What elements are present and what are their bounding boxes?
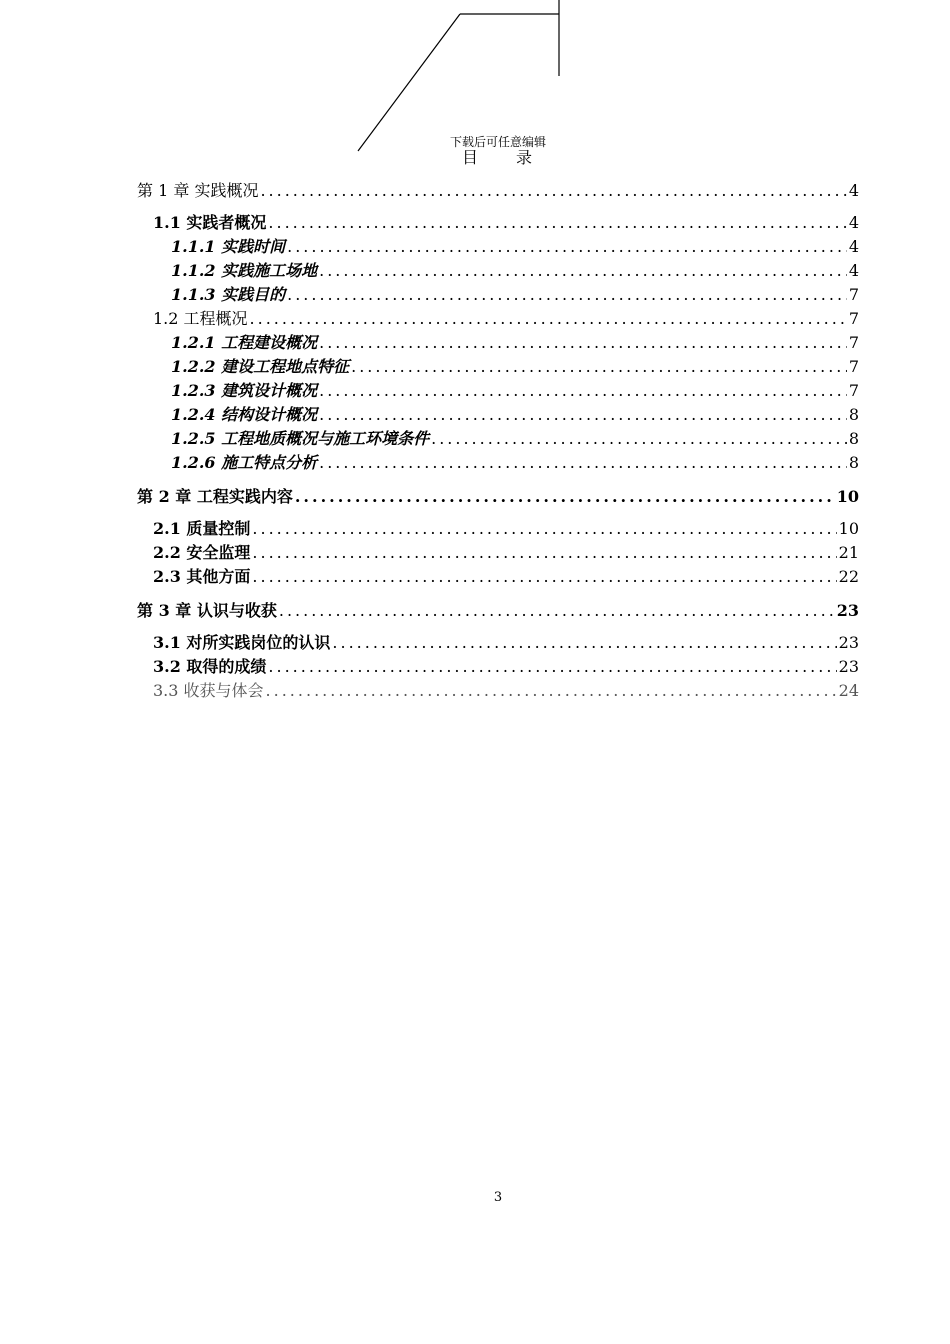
toc-entry-label: 第 1 章 实践概况 xyxy=(137,181,259,200)
toc-entry-page: 8 xyxy=(848,453,859,472)
toc-entry-page: 23 xyxy=(838,633,859,652)
toc-entry-label: 1.1.3 实践目的 xyxy=(171,285,286,304)
toc-entry-page: 23 xyxy=(836,601,859,620)
table-of-contents xyxy=(137,176,859,702)
toc-entry-page: 7 xyxy=(848,357,859,376)
toc-entry-page: 7 xyxy=(848,381,859,400)
toc-entry-page: 8 xyxy=(848,429,859,448)
toc-entry-label: 1.1.1 实践时间 xyxy=(171,237,286,256)
toc-entry-page: 4 xyxy=(848,237,859,256)
leader-dots xyxy=(268,657,836,676)
leader-dots xyxy=(319,261,847,280)
toc-entry-1-2-5[interactable] xyxy=(137,426,859,450)
toc-entry-label: 3.3 收获与体会 xyxy=(153,681,264,700)
toc-entry-page: 8 xyxy=(848,405,859,424)
toc-entry-label: 1.2.6 施工特点分析 xyxy=(171,453,318,472)
toc-title-char-2: 录 xyxy=(516,148,535,167)
leader-dots xyxy=(431,429,847,448)
leader-dots xyxy=(260,181,846,200)
toc-entry-1-1-2[interactable] xyxy=(137,258,859,282)
leader-dots xyxy=(319,453,847,472)
leader-dots xyxy=(319,381,847,400)
toc-entry-2-1[interactable] xyxy=(137,516,859,540)
toc-title-char-1: 目 xyxy=(461,148,480,167)
toc-entry-page: 24 xyxy=(838,681,859,700)
toc-entry-label: 1.2 工程概况 xyxy=(153,309,248,328)
leader-dots xyxy=(279,601,835,620)
toc-entry-page: 4 xyxy=(848,261,859,280)
toc-title xyxy=(0,148,950,168)
leader-dots xyxy=(319,405,847,424)
toc-entry-1-1-1[interactable] xyxy=(137,234,859,258)
toc-entry-label: 1.2.2 建设工程地点特征 xyxy=(171,357,350,376)
watermark-text: 下载后可任意编辑 xyxy=(449,135,546,149)
toc-entry-label: 3.2 取得的成绩 xyxy=(153,657,267,676)
leader-dots xyxy=(252,519,836,538)
leader-dots xyxy=(351,357,847,376)
toc-entry-3-1[interactable] xyxy=(137,630,859,654)
toc-entry-page: 7 xyxy=(848,285,859,304)
toc-entry-label: 1.2.3 建筑设计概况 xyxy=(171,381,318,400)
leader-dots xyxy=(287,285,847,304)
leader-dots xyxy=(295,487,835,506)
leader-dots xyxy=(332,633,836,652)
toc-entry-page: 10 xyxy=(836,487,859,506)
toc-entry-page: 10 xyxy=(838,519,859,538)
leader-dots xyxy=(287,237,847,256)
toc-entry-2-2[interactable] xyxy=(137,540,859,564)
diagonal-line xyxy=(358,14,460,151)
leader-dots xyxy=(250,309,847,328)
toc-entry-1-2-3[interactable] xyxy=(137,378,859,402)
leader-dots xyxy=(268,213,846,232)
toc-entry-page: 7 xyxy=(848,309,859,328)
toc-entry-page: 4 xyxy=(848,181,859,200)
toc-entry-label: 1.2.5 工程地质概况与施工环境条件 xyxy=(171,429,430,448)
toc-entry-chapter-2[interactable] xyxy=(137,484,859,508)
toc-entry-label: 1.2.4 结构设计概况 xyxy=(171,405,318,424)
toc-entry-page: 23 xyxy=(838,657,859,676)
toc-entry-2-3[interactable] xyxy=(137,564,859,588)
toc-entry-1-2-6[interactable] xyxy=(137,450,859,474)
toc-entry-page: 7 xyxy=(848,333,859,352)
toc-entry-label: 1.1 实践者概况 xyxy=(153,213,267,232)
toc-entry-1-2[interactable] xyxy=(137,306,859,330)
toc-entry-page: 21 xyxy=(838,543,859,562)
toc-entry-label: 2.2 安全监理 xyxy=(153,543,251,562)
toc-entry-1-2-1[interactable] xyxy=(137,330,859,354)
toc-entry-3-2[interactable] xyxy=(137,654,859,678)
toc-entry-label: 第 3 章 认识与收获 xyxy=(137,601,277,620)
toc-entry-1-2-4[interactable] xyxy=(137,402,859,426)
toc-entry-chapter-3[interactable] xyxy=(137,598,859,622)
leader-dots xyxy=(252,567,836,586)
toc-entry-chapter-1[interactable] xyxy=(137,178,859,202)
toc-entry-label: 1.2.1 工程建设概况 xyxy=(171,333,318,352)
toc-entry-1-1[interactable] xyxy=(137,210,859,234)
toc-entry-page: 22 xyxy=(838,567,859,586)
leader-dots xyxy=(252,543,836,562)
page-number: 3 xyxy=(493,1190,503,1205)
toc-entry-label: 2.1 质量控制 xyxy=(153,519,251,538)
toc-entry-1-1-3[interactable] xyxy=(137,282,859,306)
leader-dots xyxy=(319,333,847,352)
toc-entry-label: 3.1 对所实践岗位的认识 xyxy=(153,633,331,652)
toc-entry-label: 第 2 章 工程实践内容 xyxy=(137,487,293,506)
toc-entry-page: 4 xyxy=(848,213,859,232)
toc-entry-3-3[interactable] xyxy=(137,678,859,702)
toc-entry-1-2-2[interactable] xyxy=(137,354,859,378)
leader-dots xyxy=(266,681,837,700)
toc-entry-label: 2.3 其他方面 xyxy=(153,567,251,586)
toc-entry-label: 1.1.2 实践施工场地 xyxy=(171,261,318,280)
